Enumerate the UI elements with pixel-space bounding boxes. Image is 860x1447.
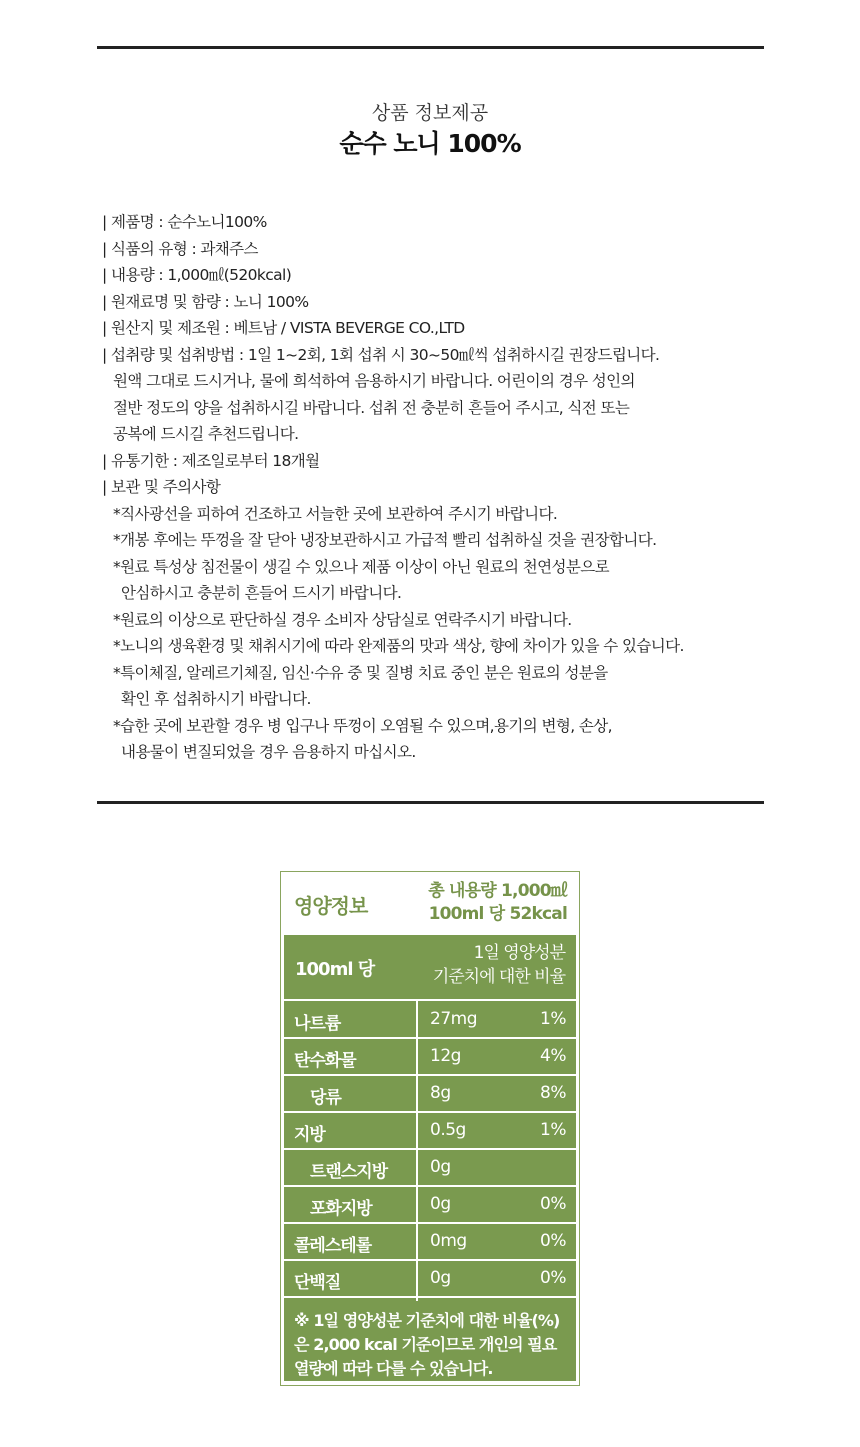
calories-per-100ml: 100ml 당 52kcal [428, 904, 567, 924]
nutrient-row [284, 1260, 576, 1298]
daily-value-line1: 1일 영양성분 [473, 943, 565, 963]
nutrient-amount: 0mg [430, 1231, 467, 1251]
nutrient-percent: 4% [540, 1046, 566, 1066]
nutrient-name: 나트륨 [294, 1014, 341, 1034]
nutrient-percent: 1% [540, 1120, 566, 1140]
nutrient-row [284, 1001, 576, 1039]
info-line: 확인 후 섭취하시기 바랍니다. [121, 690, 311, 708]
nutrition-title: 영양정보 [294, 894, 368, 918]
nutrient-name: 포화지방 [310, 1199, 372, 1219]
info-line: | 식품의 유형 : 과채주스 [102, 239, 258, 258]
nutrition-facts-table [280, 871, 580, 1386]
info-line: *특이체질, 알레르기체질, 임신·수유 중 및 질병 치료 중인 분은 원료의 성분을 [113, 663, 608, 682]
info-line: *직사광선을 피하여 건조하고 서늘한 곳에 보관하여 주시기 바랍니다. [113, 504, 558, 523]
info-line: *습한 곳에 보관할 경우 병 입구나 뚜껑이 오염될 수 있으며,용기의 변형, 손상, [113, 716, 612, 735]
nutrition-footnote [294, 1309, 574, 1381]
info-line: 내용물이 변질되었을 경우 음용하지 마십시오. [121, 743, 416, 761]
footnote-line: ※ 1일 영양성분 기준치에 대한 비율(%) [294, 1311, 560, 1330]
nutrient-amount: 0g [430, 1157, 451, 1177]
info-line: | 보관 및 주의사항 [102, 478, 221, 496]
nutrient-percent: 0% [540, 1231, 566, 1251]
info-line: *원료의 이상으로 판단하실 경우 소비자 상담실로 연락주시기 바랍니다. [113, 610, 572, 629]
nutrient-amount: 8g [430, 1083, 451, 1103]
info-line: 공복에 드시길 추천드립니다. [113, 425, 299, 443]
info-line: *개봉 후에는 뚜껑을 잘 닫아 냉장보관하시고 가급적 빨리 섭취하실 것을 권장합니다. [113, 531, 657, 549]
bottom-divider [97, 801, 764, 804]
nutrient-amount: 12g [430, 1046, 461, 1066]
nutrient-row [284, 1038, 576, 1076]
info-line: *노니의 생육환경 및 채취시기에 따라 완제품의 맛과 색상, 향에 차이가 있을 수 있습니다. [113, 637, 684, 655]
nutrient-name: 지방 [294, 1125, 325, 1145]
info-line: 안심하시고 충분히 흔들어 드시기 바랍니다. [121, 584, 402, 602]
nutrient-name: 당류 [310, 1088, 341, 1108]
nutrient-name: 탄수화물 [294, 1051, 356, 1071]
footnote-line: 열량에 따라 다를 수 있습니다. [294, 1359, 493, 1378]
info-line: 원액 그대로 드시거나, 물에 희석하여 음용하시기 바랍니다. 어린이의 경우 성인의 [113, 372, 635, 390]
nutrient-percent: 0% [540, 1194, 566, 1214]
nutrient-name: 트랜스지방 [310, 1162, 388, 1182]
nutrient-row [284, 1149, 576, 1187]
total-volume: 총 내용량 1,000㎖ [428, 881, 567, 901]
nutrition-body [284, 1001, 576, 1381]
nutrient-percent: 1% [540, 1009, 566, 1029]
nutrient-amount: 0.5g [430, 1120, 466, 1140]
info-line: *원료 특성상 침전물이 생길 수 있으나 제품 이상이 아닌 원료의 천연성분으로 [113, 557, 609, 576]
nutrient-amount: 27mg [430, 1009, 477, 1029]
nutrient-percent: 0% [540, 1268, 566, 1288]
product-info-list [102, 209, 782, 766]
info-line: | 섭취량 및 섭취방법 : 1일 1~2회, 1회 섭취 시 30~50㎖씩 섭취하시길 권장드립니다. [102, 345, 660, 364]
nutrient-row [284, 1223, 576, 1261]
top-divider [97, 46, 764, 49]
nutrient-percent: 8% [540, 1083, 566, 1103]
nutrition-total [428, 880, 567, 926]
nutrient-name: 콜레스테롤 [294, 1236, 372, 1256]
info-line: | 원재료명 및 함량 : 노니 100% [102, 292, 309, 311]
daily-value-line2: 기준치에 대한 비율 [432, 967, 565, 987]
nutrient-row [284, 1112, 576, 1150]
footnote-line: 은 2,000 kcal 기준이므로 개인의 필요 [294, 1335, 557, 1354]
section-subtitle: 상품 정보제공 [371, 102, 489, 124]
nutrition-column-header [284, 935, 576, 999]
nutrient-name: 단백질 [294, 1273, 341, 1293]
info-line: | 원산지 및 제조원 : 베트남 / VISTA BEVERGE CO.,LTD [102, 319, 465, 337]
nutrition-header [281, 872, 579, 935]
nutrient-row [284, 1075, 576, 1113]
info-line: | 유통기한 : 제조일로부터 18개월 [102, 451, 320, 470]
nutrient-amount: 0g [430, 1268, 451, 1288]
per-serving-label: 100ml 당 [295, 959, 375, 980]
info-line: | 제품명 : 순수노니100% [102, 213, 267, 231]
product-title: 순수 노니 100% [339, 129, 521, 158]
nutrient-amount: 0g [430, 1194, 451, 1214]
info-line: | 내용량 : 1,000㎖(520kcal) [102, 266, 292, 284]
daily-value-header [433, 941, 565, 989]
info-line: 절반 정도의 양을 섭취하시길 바랍니다. 섭취 전 충분히 흔들어 주시고, 식전 또는 [113, 398, 630, 417]
nutrient-row [284, 1186, 576, 1224]
